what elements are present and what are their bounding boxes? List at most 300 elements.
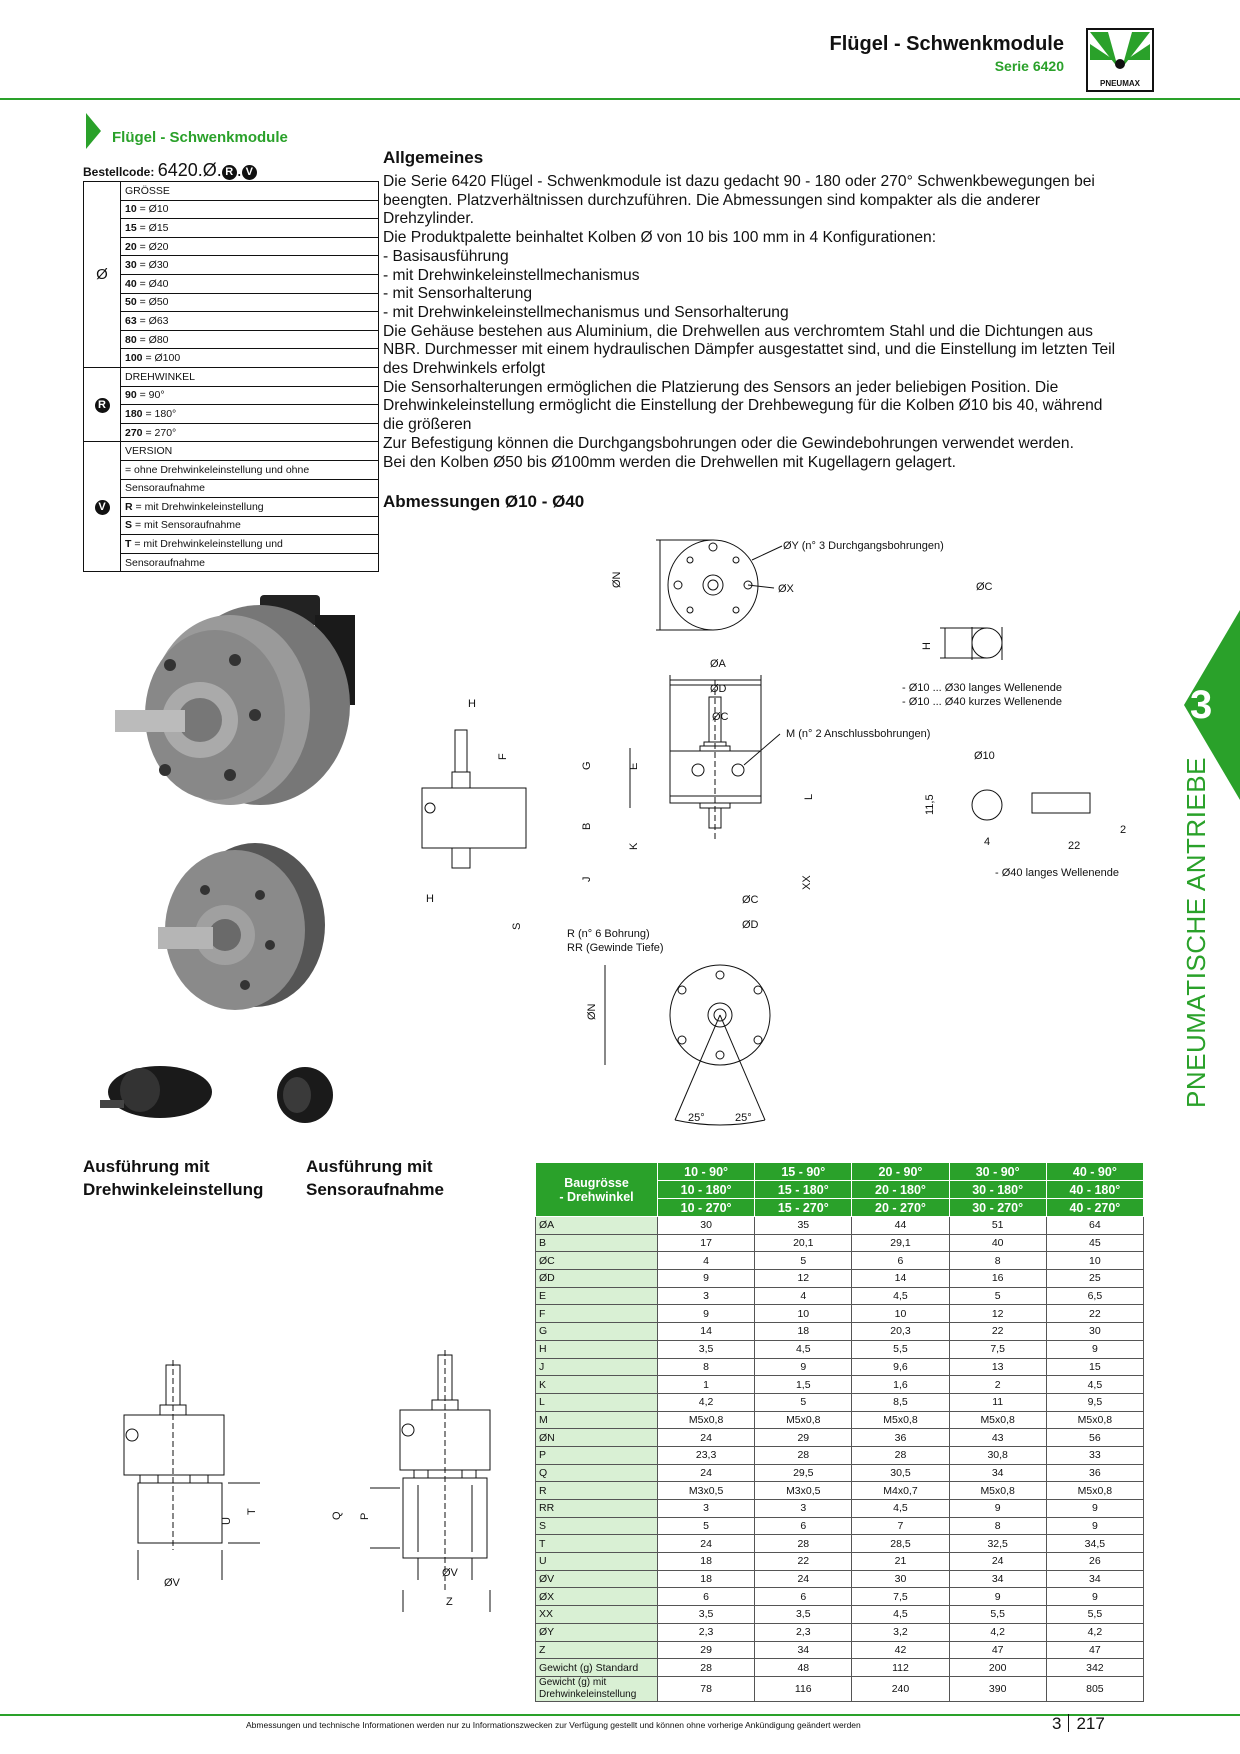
table-cell: 5,5 bbox=[852, 1340, 949, 1358]
version-option bbox=[121, 535, 379, 554]
caption-sensor-mount bbox=[306, 1155, 444, 1201]
label-oc-detail: ØC bbox=[976, 581, 993, 593]
label-oc-bottom: ØC bbox=[742, 894, 759, 906]
table-cell: 7 bbox=[852, 1517, 949, 1535]
table-cell: 7,5 bbox=[949, 1340, 1046, 1358]
table-cell: 9,6 bbox=[852, 1358, 949, 1376]
table-cell: 43 bbox=[949, 1429, 1046, 1447]
option-code: 40 bbox=[125, 277, 137, 290]
option-code: 30 bbox=[125, 259, 137, 272]
row-label: R bbox=[536, 1482, 658, 1500]
table-cell: 200 bbox=[949, 1659, 1046, 1677]
product-photo-2 bbox=[150, 835, 330, 1015]
table-cell: 29 bbox=[755, 1429, 852, 1447]
table-cell: 14 bbox=[852, 1270, 949, 1288]
dim-column-header: 30 - 180° bbox=[949, 1181, 1046, 1199]
product-photo-3 bbox=[100, 1060, 215, 1125]
table-cell: 24 bbox=[658, 1464, 755, 1482]
row-label: ØN bbox=[536, 1429, 658, 1447]
label-h-left: H bbox=[468, 698, 476, 710]
dim-column-header: 15 - 180° bbox=[755, 1181, 852, 1199]
angle-option: 90 = 90° bbox=[121, 386, 379, 405]
row-label: ØY bbox=[536, 1623, 658, 1641]
table-cell: 4,5 bbox=[852, 1500, 949, 1518]
footer-disclaimer: Abmessungen und technische Informationen werden nur zu Informationszwecken zur Verfügung gestellt und können ohne vorherige Ankündigung geändert werden bbox=[246, 1720, 861, 1730]
label-h-detail: H bbox=[921, 642, 933, 650]
table-cell: 2,3 bbox=[755, 1623, 852, 1641]
label-q: Q bbox=[331, 1511, 343, 1520]
table-cell: 20,3 bbox=[852, 1323, 949, 1341]
table-cell: 240 bbox=[852, 1676, 949, 1701]
table-cell: 29 bbox=[658, 1641, 755, 1659]
order-code-value: 6420.Ø. bbox=[157, 160, 222, 180]
option-code: 50 bbox=[125, 296, 137, 309]
label-j: J bbox=[581, 876, 593, 882]
table-cell: 9,5 bbox=[1046, 1393, 1143, 1411]
row-label: G bbox=[536, 1323, 658, 1341]
label-oy: ØY (n° 3 Durchgangsbohrungen) bbox=[783, 540, 944, 552]
row-label: F bbox=[536, 1305, 658, 1323]
row-label-line: Drehwinkeleinstellung bbox=[539, 1688, 637, 1700]
table-cell: 3,5 bbox=[658, 1606, 755, 1624]
table-cell: 34 bbox=[949, 1570, 1046, 1588]
caption-line: Ausführung mit bbox=[83, 1157, 210, 1176]
table-cell: 5,5 bbox=[1046, 1606, 1143, 1624]
note-long-shaft-40: - Ø40 langes Wellenende bbox=[995, 867, 1119, 879]
option-value: = ohne Drehwinkeleinstellung und ohne bbox=[125, 463, 310, 476]
footer-page: 217 bbox=[1076, 1714, 1105, 1733]
table-cell: 2,3 bbox=[658, 1623, 755, 1641]
general-line: NBR. Durchmesser mit einem hydraulischen Dämpfer ausgestattet sind, und die Einstellung im letzten Teil bbox=[383, 341, 1116, 359]
table-cell: 9 bbox=[755, 1358, 852, 1376]
version-option bbox=[121, 516, 379, 535]
accessory-drawings bbox=[120, 1340, 500, 1620]
option-code: 15 bbox=[125, 221, 137, 234]
label-z: Z bbox=[446, 1596, 453, 1608]
option-value: 90° bbox=[148, 389, 165, 402]
table-cell: 28 bbox=[755, 1446, 852, 1464]
general-line: - mit Drehwinkeleinstellmechanismus und Sensorhalterung bbox=[383, 303, 789, 321]
table-cell: 3 bbox=[755, 1500, 852, 1518]
table-cell: 9 bbox=[949, 1500, 1046, 1518]
caption-line: Sensoraufnahme bbox=[306, 1180, 444, 1199]
dim-table-corner bbox=[536, 1163, 658, 1217]
dim-column-header: 30 - 90° bbox=[949, 1163, 1046, 1181]
option-value: Ø20 bbox=[148, 240, 169, 253]
corner-line: Baugrösse bbox=[564, 1175, 629, 1190]
table-cell: 9 bbox=[1046, 1340, 1143, 1358]
general-line: des Drehwinkels erfolgt bbox=[383, 360, 546, 378]
label-od-bottom: ØD bbox=[742, 919, 759, 931]
row-label: M bbox=[536, 1411, 658, 1429]
table-row bbox=[536, 1641, 1144, 1659]
size-option: 63 = Ø63 bbox=[121, 312, 379, 331]
table-cell: 22 bbox=[755, 1553, 852, 1571]
table-row bbox=[536, 1234, 1144, 1252]
option-code: S bbox=[125, 519, 133, 532]
table-row bbox=[536, 1500, 1144, 1518]
dim-column-header: 20 - 90° bbox=[852, 1163, 949, 1181]
dim-column-header: 15 - 90° bbox=[755, 1163, 852, 1181]
table-cell: 13 bbox=[949, 1358, 1046, 1376]
table-cell: 28 bbox=[755, 1535, 852, 1553]
table-row bbox=[536, 1446, 1144, 1464]
table-cell: 6 bbox=[852, 1252, 949, 1270]
table-cell: M5x0,8 bbox=[755, 1411, 852, 1429]
table-cell: 3 bbox=[658, 1287, 755, 1305]
table-cell: 9 bbox=[658, 1270, 755, 1288]
table-cell: 34 bbox=[949, 1464, 1046, 1482]
table-cell: 34 bbox=[755, 1641, 852, 1659]
label-22: 22 bbox=[1068, 840, 1081, 852]
table-cell: 28 bbox=[658, 1659, 755, 1677]
table-cell: 6 bbox=[658, 1588, 755, 1606]
table-cell: 4,5 bbox=[1046, 1376, 1143, 1394]
table-row bbox=[536, 1623, 1144, 1641]
option-code: 180 bbox=[125, 407, 143, 420]
table-cell: M5x0,8 bbox=[1046, 1482, 1143, 1500]
table-cell: 9 bbox=[1046, 1588, 1143, 1606]
table-cell: 9 bbox=[658, 1305, 755, 1323]
dim-column-header: 40 - 270° bbox=[1046, 1199, 1143, 1217]
label-od: ØD bbox=[710, 683, 727, 695]
option-code: 80 bbox=[125, 333, 137, 346]
table-row bbox=[536, 1252, 1144, 1270]
table-cell: 17 bbox=[658, 1234, 755, 1252]
label-o10: Ø10 bbox=[974, 750, 995, 762]
table-cell: 30,8 bbox=[949, 1446, 1046, 1464]
option-value: Ø100 bbox=[154, 352, 181, 365]
note-long-shaft: - Ø10 ... Ø30 langes Wellenende bbox=[902, 682, 1063, 694]
table-row bbox=[536, 1553, 1144, 1571]
table-cell: 24 bbox=[658, 1429, 755, 1447]
general-line: Zur Befestigung können die Durchgangsbohrungen oder die Gewindebohrungen verwendet werden. bbox=[383, 434, 1074, 452]
option-value: Ø80 bbox=[148, 333, 169, 346]
option-value: Ø10 bbox=[148, 203, 169, 216]
label-rr: RR (Gewinde Tiefe) bbox=[567, 942, 664, 954]
angle-header: DREHWINKEL bbox=[121, 367, 379, 386]
table-cell: 47 bbox=[949, 1641, 1046, 1659]
table-cell: 805 bbox=[1046, 1676, 1143, 1701]
row-label: RR bbox=[536, 1500, 658, 1518]
note-short-shaft: - Ø10 ... Ø40 kurzes Wellenende bbox=[902, 696, 1062, 708]
row-label: K bbox=[536, 1376, 658, 1394]
table-cell: 1,5 bbox=[755, 1376, 852, 1394]
size-option: 20 = Ø20 bbox=[121, 237, 379, 256]
row-label: H bbox=[536, 1340, 658, 1358]
table-row bbox=[536, 1305, 1144, 1323]
label-xx: XX bbox=[801, 875, 813, 890]
table-cell: 22 bbox=[1046, 1305, 1143, 1323]
table-row bbox=[536, 1570, 1144, 1588]
size-option: 100 = Ø100 bbox=[121, 349, 379, 368]
table-cell: 10 bbox=[852, 1305, 949, 1323]
label-h-left-bottom: H bbox=[426, 893, 434, 905]
general-line: Drehzylinder. bbox=[383, 210, 475, 228]
version-symbol bbox=[84, 442, 121, 572]
table-cell: 45 bbox=[1046, 1234, 1143, 1252]
logo-wordmark: PNEUMAX bbox=[1099, 79, 1141, 88]
table-row bbox=[536, 1217, 1144, 1235]
order-code-table bbox=[83, 181, 379, 572]
option-code: T bbox=[125, 538, 132, 551]
table-cell: 6,5 bbox=[1046, 1287, 1143, 1305]
table-cell: 30,5 bbox=[852, 1464, 949, 1482]
row-label: P bbox=[536, 1446, 658, 1464]
table-row bbox=[536, 1588, 1144, 1606]
option-code: 63 bbox=[125, 314, 137, 327]
table-cell: M5x0,8 bbox=[949, 1411, 1046, 1429]
table-cell: M5x0,8 bbox=[1046, 1411, 1143, 1429]
dim-column-header: 10 - 90° bbox=[658, 1163, 755, 1181]
table-cell: 30 bbox=[1046, 1323, 1143, 1341]
label-u: U bbox=[221, 1517, 233, 1525]
table-row bbox=[536, 1676, 1144, 1701]
angle-badge: R bbox=[95, 398, 110, 413]
table-cell: 5 bbox=[755, 1393, 852, 1411]
chapter-label: PNEUMATISCHE ANTRIEBE bbox=[1181, 757, 1211, 1108]
table-cell: 22 bbox=[949, 1323, 1046, 1341]
table-row bbox=[536, 1393, 1144, 1411]
label-4: 4 bbox=[984, 836, 991, 848]
row-label: ØC bbox=[536, 1252, 658, 1270]
size-option: 40 = Ø40 bbox=[121, 274, 379, 293]
table-cell: 15 bbox=[1046, 1358, 1143, 1376]
option-code: 270 bbox=[125, 426, 143, 439]
table-cell: 4,2 bbox=[658, 1393, 755, 1411]
table-cell: 6 bbox=[755, 1588, 852, 1606]
option-value: = mit Sensoraufnahme bbox=[134, 519, 241, 532]
table-cell: 10 bbox=[755, 1305, 852, 1323]
table-cell: 4 bbox=[658, 1252, 755, 1270]
table-cell: 8 bbox=[658, 1358, 755, 1376]
angle-option: 270 = 270° bbox=[121, 423, 379, 442]
series-label: Serie 6420 bbox=[994, 58, 1064, 74]
size-option: 50 = Ø50 bbox=[121, 293, 379, 312]
table-cell: 5 bbox=[949, 1287, 1046, 1305]
size-option: 30 = Ø30 bbox=[121, 256, 379, 275]
table-cell: 18 bbox=[658, 1570, 755, 1588]
table-cell: 116 bbox=[755, 1676, 852, 1701]
row-label: XX bbox=[536, 1606, 658, 1624]
table-cell: 28,5 bbox=[852, 1535, 949, 1553]
table-row bbox=[536, 1482, 1144, 1500]
table-cell: 24 bbox=[658, 1535, 755, 1553]
version-option bbox=[121, 479, 379, 498]
caption-angle-adjustment bbox=[83, 1155, 263, 1201]
row-label: B bbox=[536, 1234, 658, 1252]
table-cell: 2 bbox=[949, 1376, 1046, 1394]
table-row bbox=[536, 1287, 1144, 1305]
table-cell: 112 bbox=[852, 1659, 949, 1677]
dimension-drawings bbox=[426, 530, 1200, 1130]
dim-column-header: 20 - 180° bbox=[852, 1181, 949, 1199]
table-cell: 3,2 bbox=[852, 1623, 949, 1641]
table-cell: 28 bbox=[852, 1446, 949, 1464]
table-row bbox=[536, 1535, 1144, 1553]
size-option: 15 = Ø15 bbox=[121, 219, 379, 238]
table-cell: 36 bbox=[852, 1429, 949, 1447]
label-k: K bbox=[628, 842, 640, 850]
dimensions-table bbox=[535, 1162, 1144, 1702]
table-cell: 3 bbox=[658, 1500, 755, 1518]
row-label: ØA bbox=[536, 1217, 658, 1235]
table-cell: 5,5 bbox=[949, 1606, 1046, 1624]
version-option bbox=[121, 498, 379, 517]
general-line: beengten. Platzverhältnissen durchzuführen. Die Abmessungen sind kompakter als die anderer bbox=[383, 191, 1041, 209]
table-cell: 4,5 bbox=[852, 1606, 949, 1624]
table-cell: 14 bbox=[658, 1323, 755, 1341]
general-line: Bei den Kolben Ø50 bis Ø100mm werden die Drehwellen mit Kugellagern gelagert. bbox=[383, 453, 956, 471]
table-cell: 9 bbox=[949, 1588, 1046, 1606]
dim-column-header: 40 - 90° bbox=[1046, 1163, 1143, 1181]
table-cell: 35 bbox=[755, 1217, 852, 1235]
size-symbol: Ø bbox=[84, 182, 121, 368]
table-cell: 8 bbox=[949, 1517, 1046, 1535]
table-cell: 10 bbox=[1046, 1252, 1143, 1270]
label-e: E bbox=[628, 762, 640, 770]
table-cell: 3,5 bbox=[755, 1606, 852, 1624]
table-cell: 23,3 bbox=[658, 1446, 755, 1464]
label-l: L bbox=[803, 793, 815, 800]
option-value: 270° bbox=[154, 426, 177, 439]
table-cell: 4 bbox=[755, 1287, 852, 1305]
row-label: S bbox=[536, 1517, 658, 1535]
table-cell: M4x0,7 bbox=[852, 1482, 949, 1500]
table-cell: 12 bbox=[949, 1305, 1046, 1323]
option-value: Ø15 bbox=[148, 221, 169, 234]
table-row bbox=[536, 1376, 1144, 1394]
angle-option: 180 = 180° bbox=[121, 405, 379, 424]
caption-line: Ausführung mit bbox=[306, 1157, 433, 1176]
table-row bbox=[536, 1340, 1144, 1358]
table-cell: 16 bbox=[949, 1270, 1046, 1288]
table-cell: 29,5 bbox=[755, 1464, 852, 1482]
general-line: - mit Drehwinkeleinstellmechanismus bbox=[383, 266, 640, 284]
option-value: Ø63 bbox=[148, 314, 169, 327]
label-m: M (n° 2 Anschlussbohrungen) bbox=[786, 728, 931, 740]
row-label: U bbox=[536, 1553, 658, 1571]
table-cell: 36 bbox=[1046, 1464, 1143, 1482]
general-line: - mit Sensorhalterung bbox=[383, 285, 533, 303]
option-code: 100 bbox=[125, 352, 143, 365]
table-cell: 5 bbox=[755, 1252, 852, 1270]
table-cell: 12 bbox=[755, 1270, 852, 1288]
product-photo-4 bbox=[275, 1065, 335, 1125]
table-cell: 48 bbox=[755, 1659, 852, 1677]
option-value: Sensoraufnahme bbox=[125, 556, 205, 569]
section-title: Flügel - Schwenkmodule bbox=[112, 129, 288, 146]
dim-column-header: 10 - 180° bbox=[658, 1181, 755, 1199]
row-label: J bbox=[536, 1358, 658, 1376]
table-cell: 9 bbox=[1046, 1500, 1143, 1518]
row-label: Q bbox=[536, 1464, 658, 1482]
chapter-number: 3 bbox=[1190, 683, 1213, 727]
label-ox: ØX bbox=[778, 583, 794, 595]
table-cell: 24 bbox=[949, 1553, 1046, 1571]
dim-column-header: 10 - 270° bbox=[658, 1199, 755, 1217]
brand-logo bbox=[1086, 28, 1154, 92]
table-cell: 8,5 bbox=[852, 1393, 949, 1411]
label-r: R (n° 6 Bohrung) bbox=[567, 928, 650, 940]
table-row bbox=[536, 1659, 1144, 1677]
table-cell: M3x0,5 bbox=[658, 1482, 755, 1500]
label-s-left: S bbox=[511, 922, 523, 930]
table-row bbox=[536, 1270, 1144, 1288]
row-label: ØX bbox=[536, 1588, 658, 1606]
table-cell: 32,5 bbox=[949, 1535, 1046, 1553]
table-row bbox=[536, 1323, 1144, 1341]
dim-column-header: 20 - 270° bbox=[852, 1199, 949, 1217]
label-on-top: ØN bbox=[611, 571, 623, 588]
label-2: 2 bbox=[1120, 824, 1127, 836]
table-cell: M3x0,5 bbox=[755, 1482, 852, 1500]
general-line: Die Serie 6420 Flügel - Schwenkmodule ist dazu gedacht 90 - 180 oder 270° Schwenkbewegungen bei bbox=[383, 173, 1095, 190]
table-cell: 8 bbox=[949, 1252, 1046, 1270]
table-cell: 34 bbox=[1046, 1570, 1143, 1588]
table-cell: 5 bbox=[658, 1517, 755, 1535]
table-row bbox=[536, 1429, 1144, 1447]
general-line: die größeren bbox=[383, 416, 472, 434]
table-cell: 24 bbox=[755, 1570, 852, 1588]
table-cell: 1,6 bbox=[852, 1376, 949, 1394]
footer-chapter: 3 bbox=[1052, 1714, 1062, 1733]
version-option bbox=[121, 553, 379, 572]
table-cell: 6 bbox=[755, 1517, 852, 1535]
table-row bbox=[536, 1606, 1144, 1624]
general-line: Die Gehäuse bestehen aus Aluminium, die Drehwellen aus verchromtem Stahl und die Dichtungen aus bbox=[383, 322, 1093, 340]
table-row bbox=[536, 1411, 1144, 1429]
label-f-left: F bbox=[497, 753, 509, 760]
row-label: Z bbox=[536, 1641, 658, 1659]
label-t: T bbox=[246, 1508, 258, 1515]
table-cell: 56 bbox=[1046, 1429, 1143, 1447]
option-code: 10 bbox=[125, 203, 137, 216]
label-11-5: 11,5 bbox=[924, 794, 936, 815]
label-oc: ØC bbox=[712, 711, 729, 723]
table-row bbox=[536, 1358, 1144, 1376]
table-row bbox=[536, 1517, 1144, 1535]
label-on-bottom: ØN bbox=[586, 1003, 598, 1020]
order-code: Bestellcode: 6420.Ø. R . V bbox=[83, 160, 257, 181]
angle-symbol bbox=[84, 367, 121, 441]
table-cell: 25 bbox=[1046, 1270, 1143, 1288]
general-line: Die Sensorhalterungen ermöglichen die Platzierung des Sensors an jeder beliebigen Position. Die bbox=[383, 378, 1059, 396]
general-line: - Basisausführung bbox=[383, 247, 509, 265]
table-cell: 64 bbox=[1046, 1217, 1143, 1235]
dim-column-header: 30 - 270° bbox=[949, 1199, 1046, 1217]
option-code: R bbox=[125, 500, 133, 513]
row-label: ØV bbox=[536, 1570, 658, 1588]
dim-column-header: 15 - 270° bbox=[755, 1199, 852, 1217]
dim-column-header: 40 - 180° bbox=[1046, 1181, 1143, 1199]
option-value: Ø50 bbox=[148, 296, 169, 309]
dimensions-heading: Abmessungen Ø10 - Ø40 bbox=[383, 492, 585, 511]
row-label: T bbox=[536, 1535, 658, 1553]
option-value: Ø30 bbox=[148, 259, 169, 272]
table-cell: M5x0,8 bbox=[949, 1482, 1046, 1500]
table-cell: 4,5 bbox=[755, 1340, 852, 1358]
table-cell: 20,1 bbox=[755, 1234, 852, 1252]
table-cell: 9 bbox=[1046, 1517, 1143, 1535]
general-line: Die Produktpalette beinhaltet Kolben Ø von 10 bis 100 mm in 4 Konfigurationen: bbox=[383, 229, 937, 247]
table-cell: 1 bbox=[658, 1376, 755, 1394]
table-cell: 47 bbox=[1046, 1641, 1143, 1659]
option-value: 180° bbox=[154, 407, 177, 420]
option-value: Ø40 bbox=[148, 277, 169, 290]
order-code-r-badge: R bbox=[222, 165, 237, 180]
table-cell: 3,5 bbox=[658, 1340, 755, 1358]
